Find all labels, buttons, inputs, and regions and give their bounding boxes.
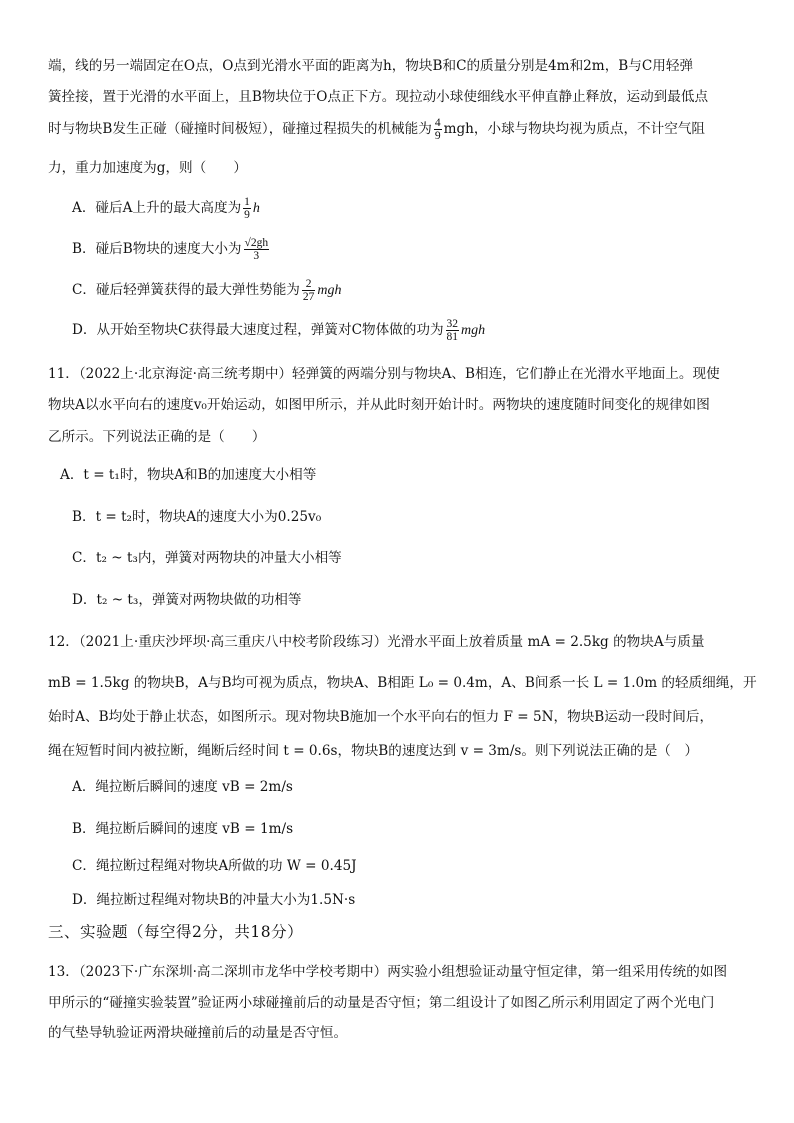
section-heading: 三、实验题（每空得2分，共18分）: [48, 923, 304, 941]
q11-option-d: D．t₂ ~ t₃，弹簧对两物块做的功相等: [72, 592, 302, 608]
q12-option-c: C．绳拉断过程绳对物块A所做的功 W = 0.45J: [72, 858, 357, 874]
q10-option-b: B．碰后B物块的速度大小为 $\frac{√2gh}{3}$: [72, 237, 269, 262]
q12-line-4: 绳在短暂时间内被拉断，绳断后经时间 t = 0.6s，物块B的速度达到 v = 3m/s。则下列说法正确的是（ ）: [48, 743, 699, 759]
q10-line-4: 力，重力加速度为g，则（ ）: [48, 160, 248, 176]
q13-line-2: 甲所示的“碰撞实验装置”验证两小球碰撞前后的动量是否守恒；第二组设计了如图乙所示利用固定了两个光电门: [48, 995, 715, 1011]
q10-option-a: A．碰后A上升的最大高度为 $\frac{1}{9}$ h: [72, 196, 260, 221]
q11-option-c: C．t₂ ~ t₃内，弹簧对两物块的冲量大小相等: [72, 550, 342, 566]
q11-line-3: 乙所示。下列说法正确的是（ ）: [48, 429, 266, 445]
q11-option-b: B．t = t₂时，物块A的速度大小为0.25v₀: [72, 509, 322, 525]
fraction: $\frac{1}{9}$: [244, 196, 250, 221]
q11-line-1: 11．（2022上·北京海淀·高三统考期中）轻弹簧的两端分别与物块A、B相连，它们静止在光滑水平地面上。现使: [48, 366, 720, 382]
q10-line-2: 簧拴接，置于光滑的水平面上，且B物块位于O点正下方。现拉动小球使细线水平伸直静止释放，运动到最低点: [48, 89, 709, 105]
q12-line-3: 始时A、B均处于静止状态，如图所示。现对物块B施加一个水平向右的恒力 F = 5N，物块B运动一段时间后，: [48, 709, 714, 725]
q13-line-1: 13．（2023下·广东深圳·高二深圳市龙华中学校考期中）两实验小组想验证动量守恒定律，第一组采用传统的如图: [48, 964, 728, 980]
q10-option-d: D．从开始至物块C获得最大速度过程，弹簧对C物体做的功为 $\frac{32}{81}$ mgh: [72, 318, 486, 343]
q10-line-3: 时与物块B发生正碰（碰撞时间极短），碰撞过程损失的机械能为 $\frac{4}{9}$ mgh，小球与物块均视为质点，不计空气阻: [48, 117, 706, 142]
fraction: $\frac{4}{9}$: [434, 117, 441, 142]
q11-option-a: A．t = t₁时，物块A和B的加速度大小相等: [60, 467, 317, 483]
q12-line-2: mB = 1.5kg 的物块B，A与B均可视为质点，物块A、B相距 L₀ = 0.4m，A、B间系一长 L = 1.0m 的轻质细绳，开: [48, 675, 757, 691]
q12-option-a: A．绳拉断后瞬间的速度 vB = 2m/s: [72, 779, 293, 795]
fraction: $\frac{√2gh}{3}$: [244, 237, 269, 262]
q11-line-2: 物块A以水平向右的速度v₀开始运动，如图甲所示，并从此时刻开始计时。两物块的速度随时间变化的规律如图: [48, 397, 710, 413]
fraction: $\frac{2}{27}$: [302, 278, 315, 303]
q12-option-b: B．绳拉断后瞬间的速度 vB = 1m/s: [72, 821, 294, 837]
q10-option-c: C．碰后轻弹簧获得的最大弹性势能为 $\frac{2}{27}$ mgh: [72, 278, 342, 303]
fraction: $\frac{32}{81}$: [446, 318, 459, 343]
q12-option-d: D．绳拉断过程绳对物块B的冲量大小为1.5N·s: [72, 892, 356, 908]
q13-line-3: 的气垫导轨验证两滑块碰撞前后的动量是否守恒。: [48, 1025, 348, 1041]
q10-line-1: 端，线的另一端固定在O点，O点到光滑水平面的距离为h，物块B和C的质量分别是4m和2m，B与C用轻弹: [48, 58, 694, 74]
q12-line-1: 12．（2021上·重庆沙坪坝·高三重庆八中校考阶段练习）光滑水平面上放着质量 mA = 2.5kg 的物块A与质量: [48, 634, 705, 650]
